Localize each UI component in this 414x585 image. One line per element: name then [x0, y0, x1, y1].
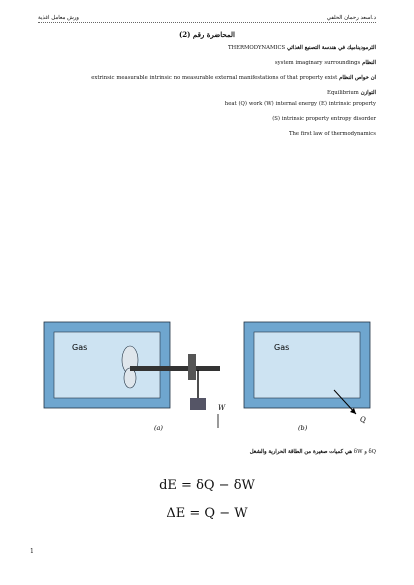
page-header	[38, 9, 376, 23]
equations-block	[0, 472, 414, 528]
paragraph-energy	[38, 100, 376, 108]
q-symbol: (Q)	[238, 101, 247, 107]
right-gas-label: Gas	[274, 343, 290, 352]
e-symbol: (E)	[318, 101, 327, 107]
pulley	[188, 354, 196, 380]
paragraph-entropy	[38, 115, 376, 123]
disorder-term-en: disorder	[353, 116, 376, 122]
intrinsic-term-en: intrinsic	[149, 75, 172, 81]
arrow-q-label: Q	[360, 416, 366, 424]
header-author: د.اسعد رحمان الحلفي	[326, 15, 376, 21]
system-text-ar: النظام	[362, 60, 376, 66]
surroundings-term-en: surroundings	[324, 60, 361, 66]
intro-text-ar: الثرموديناميك في هندسة التصنيع الغذائي	[287, 45, 376, 51]
paragraph-properties	[38, 74, 376, 82]
paragraph-intro	[38, 44, 376, 52]
internal-energy-term-en: internal energy	[275, 101, 318, 107]
equations-intro	[38, 448, 376, 456]
first-law-term-en: The first law of thermodynamics	[288, 131, 376, 137]
gas-work-heat-figure	[38, 318, 376, 438]
w-symbol: (W)	[264, 101, 274, 107]
caption-b: (b)	[298, 424, 308, 432]
falling-weight	[190, 398, 206, 410]
intro-term-en: THERMODYNAMICS	[227, 45, 286, 51]
equation-differential: dE = δQ − δW	[159, 478, 255, 493]
intro-symbols: δW و δQ	[353, 449, 376, 455]
header-course: ورش معامل اغذية	[38, 15, 79, 21]
intro-text-ar: هي كميات صغيرة من الطاقة الحرارية والشغل	[249, 449, 353, 455]
left-gas-label: Gas	[72, 343, 88, 352]
left-gas-region	[54, 332, 160, 398]
body-text	[38, 44, 376, 145]
lecture-title: المحاضرة رقم (2)	[178, 30, 235, 39]
entropy-term-en: intrinsic property entropy	[281, 116, 352, 122]
measurable-term-en: measurable	[116, 75, 148, 81]
work-term-en: work	[248, 101, 263, 107]
s-symbol: (S)	[272, 116, 280, 122]
paddle-shaft	[130, 366, 220, 371]
imaginary-term-en: imaginary	[295, 60, 323, 66]
right-gas-region	[254, 332, 360, 398]
paragraph-first-law	[38, 130, 376, 138]
equilibrium-heading	[38, 89, 376, 97]
figure-drawing	[38, 318, 376, 438]
arrow-w-label: W	[218, 404, 226, 412]
paragraph-system	[38, 59, 376, 67]
extrinsic-term-en: extrinsic	[91, 75, 115, 81]
intrinsic-property-term-en: intrinsic property	[328, 101, 376, 107]
properties-text-ar: ان خواص النظام	[339, 75, 376, 81]
property-exist-term-en: property exist	[299, 75, 338, 81]
equilibrium-heading-en: Equilibrium	[326, 90, 359, 96]
page-number: 1	[30, 548, 34, 555]
equation-integral: ΔE = Q − W	[166, 506, 248, 521]
caption-a: (a)	[154, 424, 163, 432]
heat-term-en: heat	[224, 101, 237, 107]
system-term-en: system	[274, 60, 294, 66]
no-measurable-term-en: no measurable external manifestations of that	[173, 75, 298, 81]
equilibrium-heading-ar: التوازن	[360, 90, 376, 96]
